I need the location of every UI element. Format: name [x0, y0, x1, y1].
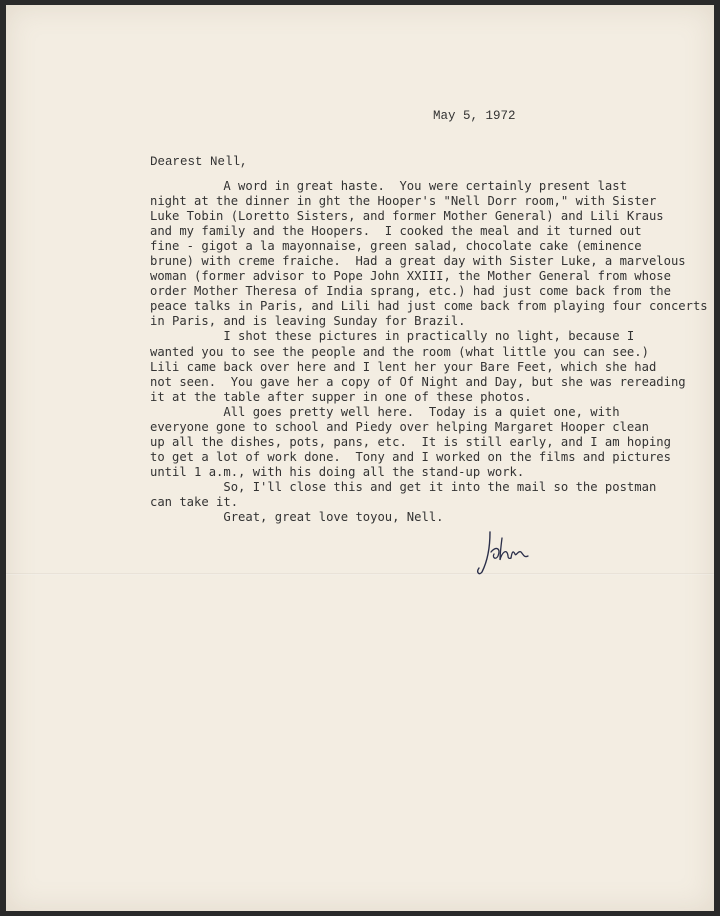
- letter-line: Luke Tobin (Loretto Sisters, and former Mother General) and Lili Kraus: [150, 209, 664, 224]
- paper-fold-line: [6, 573, 714, 575]
- letter-line: everyone gone to school and Piedy over helping Margaret Hooper clean: [150, 419, 649, 434]
- letter-line: up all the dishes, pots, pans, etc. It is still early, and I am hoping: [150, 434, 671, 449]
- letter-salutation: Dearest Nell,: [150, 155, 248, 169]
- letter-body: [150, 179, 708, 525]
- letter-line: can take it.: [150, 494, 239, 509]
- letter-line: wanted you to see the people and the room (what little you can see.): [150, 344, 649, 359]
- letter-line: I shot these pictures in practically no light, because I: [150, 329, 635, 344]
- letter-line: peace talks in Paris, and Lili had just come back from playing four concerts: [150, 299, 708, 314]
- letter-line: until 1 a.m., with his doing all the stand-up work.: [150, 464, 525, 479]
- letter-line: in Paris, and is leaving Sunday for Brazil.: [150, 314, 466, 329]
- letter-line: fine - gigot a la mayonnaise, green salad, chocolate cake (eminence: [150, 239, 642, 254]
- letter-date: May 5, 1972: [433, 109, 516, 123]
- letter-line: So, I'll close this and get it into the mail so the postman: [150, 479, 657, 494]
- letter-line: woman (former advisor to Pope John XXIII, the Mother General from whose: [150, 269, 671, 284]
- letter-line: Great, great love toyou, Nell.: [150, 510, 444, 525]
- letter-line: All goes pretty well here. Today is a quiet one, with: [150, 404, 620, 419]
- letter-line: A word in great haste. You were certainly present last: [150, 179, 627, 193]
- letter-line: night at the dinner in ght the Hooper's "Nell Dorr room," with Sister: [150, 194, 657, 209]
- letter-line: and my family and the Hoopers. I cooked the meal and it turned out: [150, 224, 642, 239]
- letter-line: brune) with creme fraiche. Had a great day with Sister Luke, a marvelous: [150, 254, 686, 269]
- letter-line: not seen. You gave her a copy of Of Night and Day, but she was rereading: [150, 374, 686, 389]
- letter-line: Lili came back over here and I lent her your Bare Feet, which she had: [150, 359, 657, 374]
- letter-page: [6, 5, 714, 911]
- letter-line: to get a lot of work done. Tony and I worked on the films and pictures: [150, 449, 671, 464]
- letter-line: it at the table after supper in one of these photos.: [150, 389, 532, 404]
- letter-line: order Mother Theresa of India sprang, etc.) had just come back from the: [150, 284, 671, 299]
- handwritten-signature: [476, 528, 536, 578]
